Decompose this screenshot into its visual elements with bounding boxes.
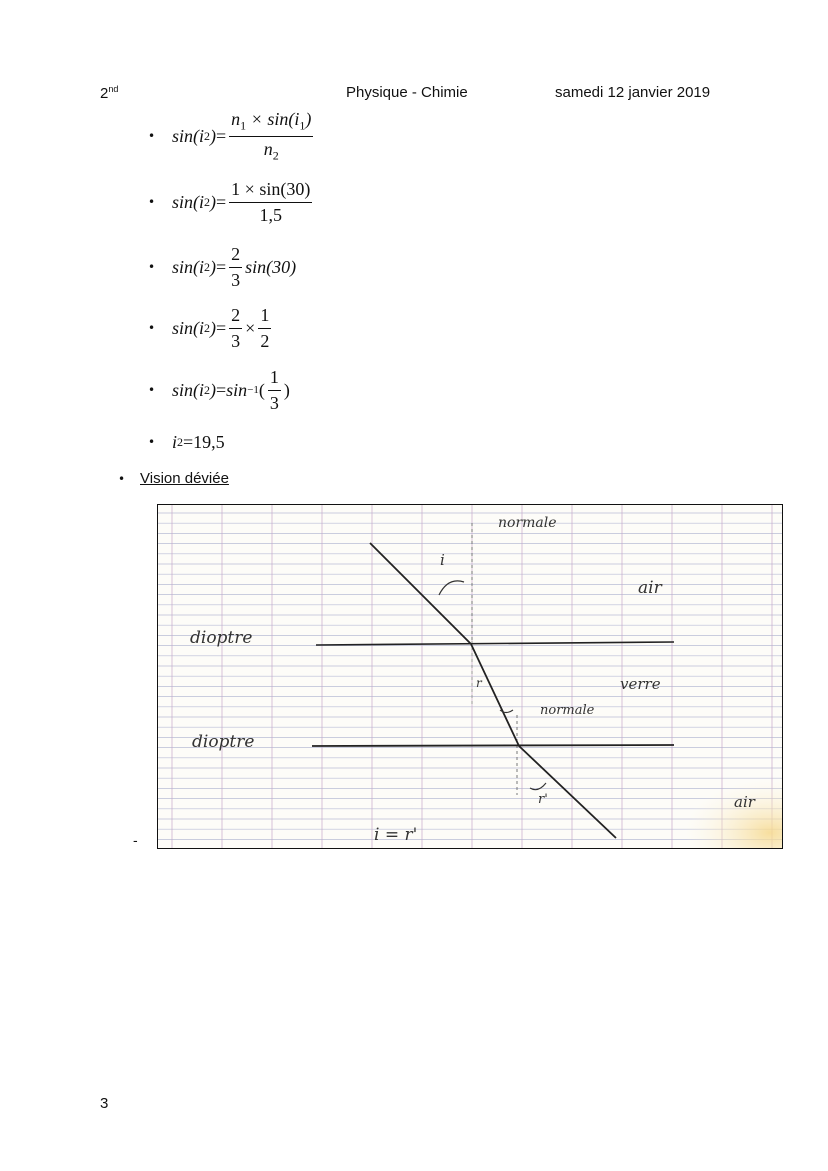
eq-lhs-sub: 2 <box>204 382 211 397</box>
label-dioptre-bottom: dioptre <box>192 732 255 752</box>
eq-sign: = <box>216 379 227 400</box>
fraction-numerator: 1 × sin(30) <box>229 179 312 203</box>
bullet-icon: • <box>148 260 156 274</box>
paren-close: ) <box>283 379 290 400</box>
eq-lhs-sub: 2 <box>204 259 211 274</box>
fraction-denominator: 3 <box>231 330 241 351</box>
eq-sign: = <box>216 317 227 338</box>
eq-lhs-close: ) <box>210 256 217 277</box>
equation-4-math <box>172 305 274 352</box>
eq-lhs-close: ) <box>210 125 217 146</box>
eq-lhs-sub: 2 <box>204 320 211 335</box>
eq-sign: = <box>216 191 227 212</box>
equation-2-math <box>172 179 315 226</box>
fraction-numerator <box>229 109 313 137</box>
fraction <box>268 367 281 414</box>
class-sup: nd <box>108 84 119 94</box>
fraction-numerator: 1 <box>268 367 281 391</box>
fraction-numerator: 2 <box>229 305 242 329</box>
refraction-figure <box>157 504 783 849</box>
bullet-icon: • <box>148 435 156 449</box>
num-b: × sin(i <box>246 108 300 129</box>
eq-lhs-sub: 2 <box>204 194 211 209</box>
label-air-top: air <box>638 578 662 598</box>
fraction-denominator: 1,5 <box>259 204 282 225</box>
label-dioptre-top: dioptre <box>190 628 253 648</box>
eq-sign: = <box>216 256 227 277</box>
header-subject: Physique - Chimie <box>346 84 468 101</box>
refraction-diagram <box>158 505 782 848</box>
eq-lhs-sub: 2 <box>204 128 211 143</box>
fraction <box>229 109 313 163</box>
eq-tail: sin(30) <box>245 256 297 277</box>
fraction <box>229 244 242 291</box>
fraction <box>258 305 271 352</box>
label-verre: verre <box>620 675 661 693</box>
section-vision <box>118 470 229 487</box>
eq-sign: = <box>216 125 227 146</box>
bullet-icon: • <box>148 321 156 335</box>
header-date: samedi 12 janvier 2019 <box>555 84 711 101</box>
eq-lhs: sin(i <box>172 125 205 146</box>
equation-3 <box>148 237 296 297</box>
fraction-denominator <box>262 137 281 164</box>
bullet-icon: • <box>148 129 156 143</box>
eq-lhs: i <box>172 431 178 452</box>
eq-lhs-close: ) <box>210 317 217 338</box>
equation-1-math <box>172 109 316 163</box>
times-sign: × <box>245 317 256 338</box>
paren-open: ( <box>258 379 265 400</box>
label-normale-top: normale <box>498 515 557 531</box>
equation-6 <box>148 412 225 472</box>
num-b-sub: 1 <box>299 118 306 133</box>
num-a-sub: 1 <box>240 118 247 133</box>
eq-lhs-close: ) <box>210 191 217 212</box>
num-a: n <box>231 108 241 129</box>
eq-lhs-close: ) <box>210 379 217 400</box>
eq-lhs: sin(i <box>172 379 205 400</box>
eq-lhs: sin(i <box>172 317 205 338</box>
eq-lhs: sin(i <box>172 191 205 212</box>
class-base: 2 <box>100 85 109 102</box>
fraction-denominator: 3 <box>231 269 241 290</box>
label-relation: i = r' <box>374 825 418 845</box>
header-class <box>100 84 118 102</box>
bullet-icon: • <box>148 195 156 209</box>
eq-fn-sup: −1 <box>247 384 259 396</box>
equation-1 <box>148 106 316 166</box>
fraction-numerator: 2 <box>229 244 242 268</box>
fraction-denominator: 3 <box>269 392 279 413</box>
eq-fn: sin <box>226 379 248 400</box>
label-angle-r: r <box>476 676 482 690</box>
eq-sign: = <box>183 431 194 452</box>
eq-lhs: sin(i <box>172 256 205 277</box>
equation-5 <box>148 360 290 420</box>
fraction-denominator: 2 <box>260 330 270 351</box>
page-number: 3 <box>100 1095 109 1112</box>
label-angle-i: i <box>440 551 445 569</box>
fraction <box>229 305 242 352</box>
fraction <box>229 179 312 226</box>
eq-lhs-sub: 2 <box>177 434 184 449</box>
dash-marker: - <box>133 832 138 848</box>
equation-5-math <box>172 367 290 414</box>
equation-6-math <box>172 432 225 453</box>
dioptre-line-bottom <box>312 745 674 746</box>
den-sub: 2 <box>272 148 279 163</box>
section-label: Vision déviée <box>140 470 229 487</box>
fraction-numerator: 1 <box>258 305 271 329</box>
equation-4 <box>148 298 274 358</box>
equation-2 <box>148 172 315 232</box>
label-normale-mid: normale <box>540 703 595 718</box>
den: n <box>263 138 273 159</box>
num-c: ) <box>305 108 312 129</box>
bullet-icon: • <box>118 471 126 486</box>
bullet-icon: • <box>148 383 156 397</box>
label-angle-r-prime: r' <box>538 792 548 807</box>
label-air-bottom: air <box>734 793 755 811</box>
eq-value: 19,5 <box>193 431 225 452</box>
equation-3-math <box>172 244 296 291</box>
